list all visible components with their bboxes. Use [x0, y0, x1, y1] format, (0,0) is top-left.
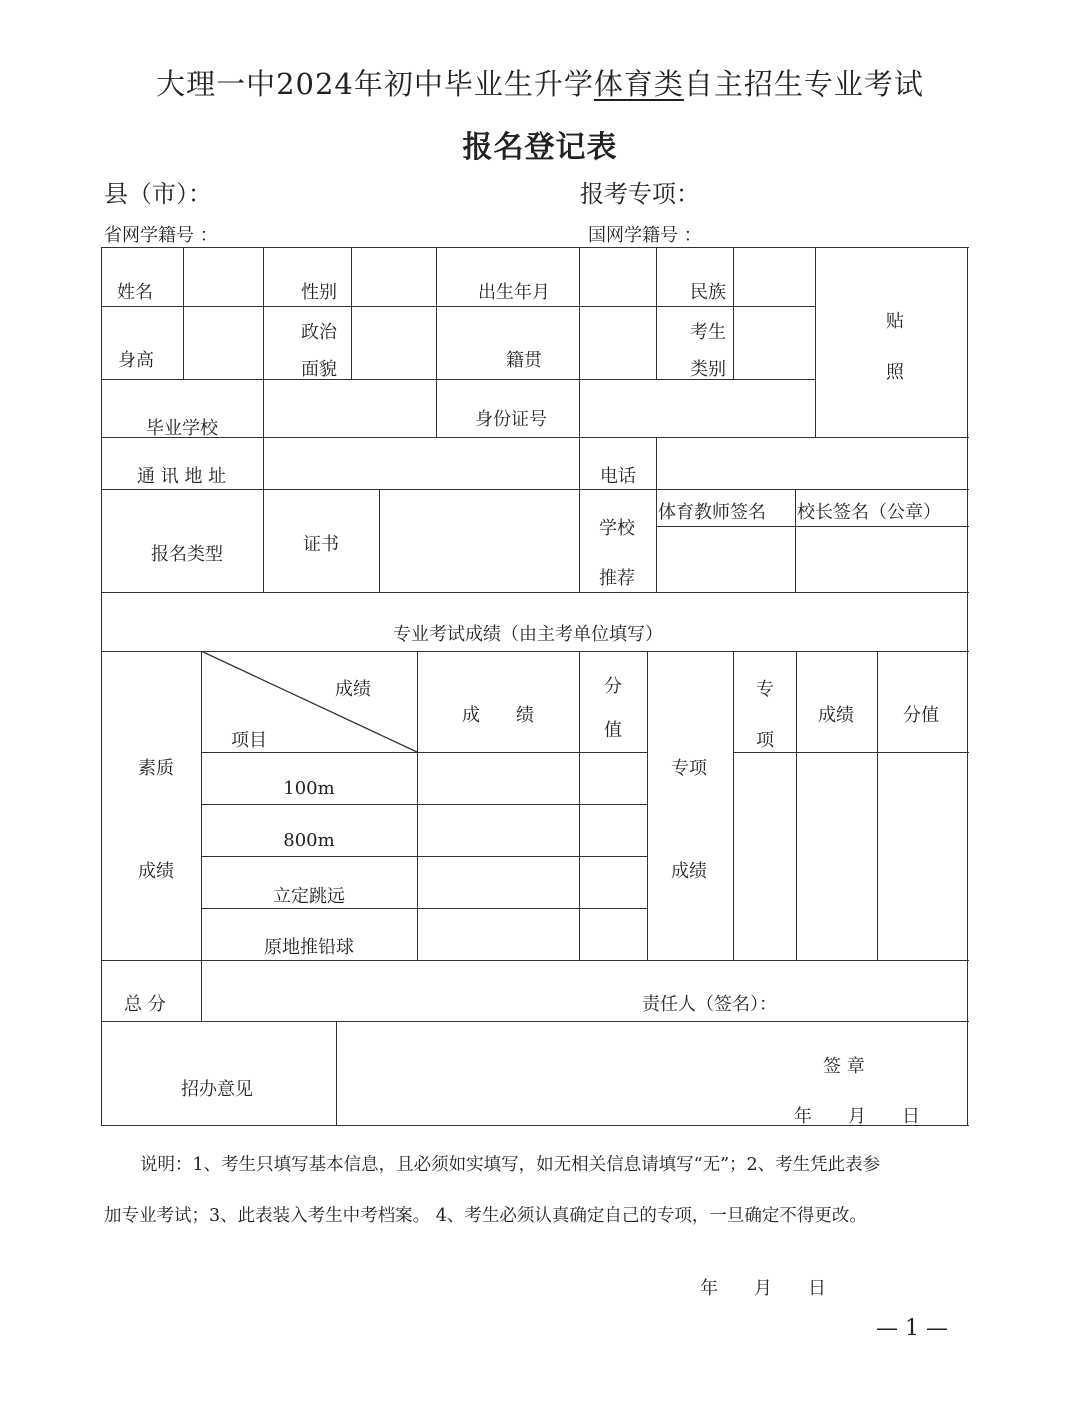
- national-id-label: 国网学籍号 ：: [588, 225, 702, 246]
- hline: [101, 489, 969, 490]
- scores-section-title: 专业考试成绩（由主考单位填写）: [393, 624, 663, 645]
- score-col-header: 成 绩: [462, 705, 534, 726]
- item-standing-long-jump: 立定跳远: [273, 886, 345, 907]
- hline: [101, 592, 969, 593]
- examinee-type-label-2: 类别: [690, 359, 726, 380]
- county-label: 县（市）：: [104, 180, 212, 208]
- vline: [733, 247, 734, 380]
- special-points-header: 分值: [903, 705, 939, 726]
- school-recommend-label-1: 学校: [599, 518, 635, 539]
- vline: [815, 247, 816, 438]
- opinion-label: 招办意见: [181, 1079, 253, 1100]
- hline: [101, 437, 969, 438]
- photo-label-1: 贴: [886, 311, 904, 332]
- quality-label-2: 成绩: [138, 861, 174, 882]
- gender-label: 性别: [301, 282, 337, 303]
- birth-label: 出生年月: [478, 282, 550, 303]
- vline: [436, 247, 437, 438]
- border-right: [967, 247, 968, 1126]
- quality-label-1: 素质: [138, 758, 174, 779]
- address-label: 通 讯 地 址: [137, 466, 227, 487]
- name-label: 姓名: [117, 282, 153, 303]
- page-number: — 1 —: [876, 1316, 948, 1341]
- seal-label: 签 章: [823, 1056, 865, 1077]
- photo-label-2: 照: [886, 362, 904, 383]
- page-title: 大理一中2024年初中毕业生升学体育类自主招生专业考试: [156, 67, 924, 101]
- height-label: 身高: [118, 350, 154, 371]
- special-col-header-2: 项: [756, 730, 774, 751]
- phone-label: 电话: [600, 466, 636, 487]
- principal-sign-label: 校长签名（公章）: [797, 502, 941, 523]
- notes-line-2: 加专业考试；3、此表装入考生中考档案。 4、考生必须认真确定自己的专项，一旦确定不得更改。: [104, 1206, 867, 1226]
- item-shot-put: 原地推铅球: [264, 937, 354, 958]
- vline: [379, 489, 380, 593]
- ethnicity-label: 民族: [690, 282, 726, 303]
- graduation-school-label: 毕业学校: [146, 418, 218, 439]
- border-top: [101, 247, 969, 248]
- specialty-label: 报考专项：: [580, 180, 700, 208]
- diagonal-bottom-label: 项目: [231, 730, 267, 751]
- vline: [183, 247, 184, 380]
- vline: [263, 379, 264, 593]
- vline: [796, 651, 797, 961]
- total-label: 总 分: [124, 994, 166, 1015]
- vline: [647, 651, 648, 961]
- diagonal-top-label: 成绩: [335, 679, 371, 700]
- political-label-2: 面貌: [301, 359, 337, 380]
- item-800m: 800m: [283, 830, 335, 851]
- hline: [101, 960, 969, 961]
- vline: [336, 1021, 337, 1126]
- vline: [733, 651, 734, 961]
- special-label-2: 成绩: [671, 861, 707, 882]
- registration-type-label: 报名类型: [151, 544, 223, 565]
- hline: [101, 1021, 969, 1022]
- footer-date: 年 月 日: [700, 1278, 826, 1299]
- vline: [351, 247, 352, 380]
- special-score-header: 成绩: [818, 705, 854, 726]
- points-col-header-2: 值: [604, 720, 622, 741]
- notes-line-1: 说明：1、考生只填写基本信息，且必须如实填写，如无相关信息请填写“无”；2、考生凭此表参: [140, 1155, 881, 1175]
- opinion-date: 年 月 日: [794, 1106, 920, 1127]
- hline: [101, 306, 816, 307]
- title-underlined: 体育类: [593, 67, 684, 101]
- examinee-type-label-1: 考生: [690, 322, 726, 343]
- certificate-label: 证书: [303, 534, 339, 555]
- hline: [656, 526, 969, 527]
- province-id-label: 省网学籍号 ：: [104, 225, 218, 246]
- political-label-1: 政治: [301, 322, 337, 343]
- vline: [579, 651, 580, 961]
- responsible-sign-label: 责任人（签名）：: [642, 994, 777, 1015]
- special-label-1: 专项: [671, 758, 707, 779]
- item-100m: 100m: [283, 778, 335, 799]
- page-subtitle: 报名登记表: [462, 130, 618, 165]
- points-col-header-1: 分: [604, 676, 622, 697]
- special-col-header-1: 专: [756, 679, 774, 700]
- id-number-label: 身份证号: [475, 409, 547, 430]
- pe-teacher-sign-label: 体育教师签名: [658, 502, 766, 523]
- vline: [656, 247, 657, 380]
- native-place-label: 籍贯: [506, 350, 542, 371]
- vline: [263, 247, 264, 380]
- school-recommend-label-2: 推荐: [599, 568, 635, 589]
- vline: [877, 651, 878, 961]
- hline: [733, 752, 969, 753]
- vline: [579, 247, 580, 593]
